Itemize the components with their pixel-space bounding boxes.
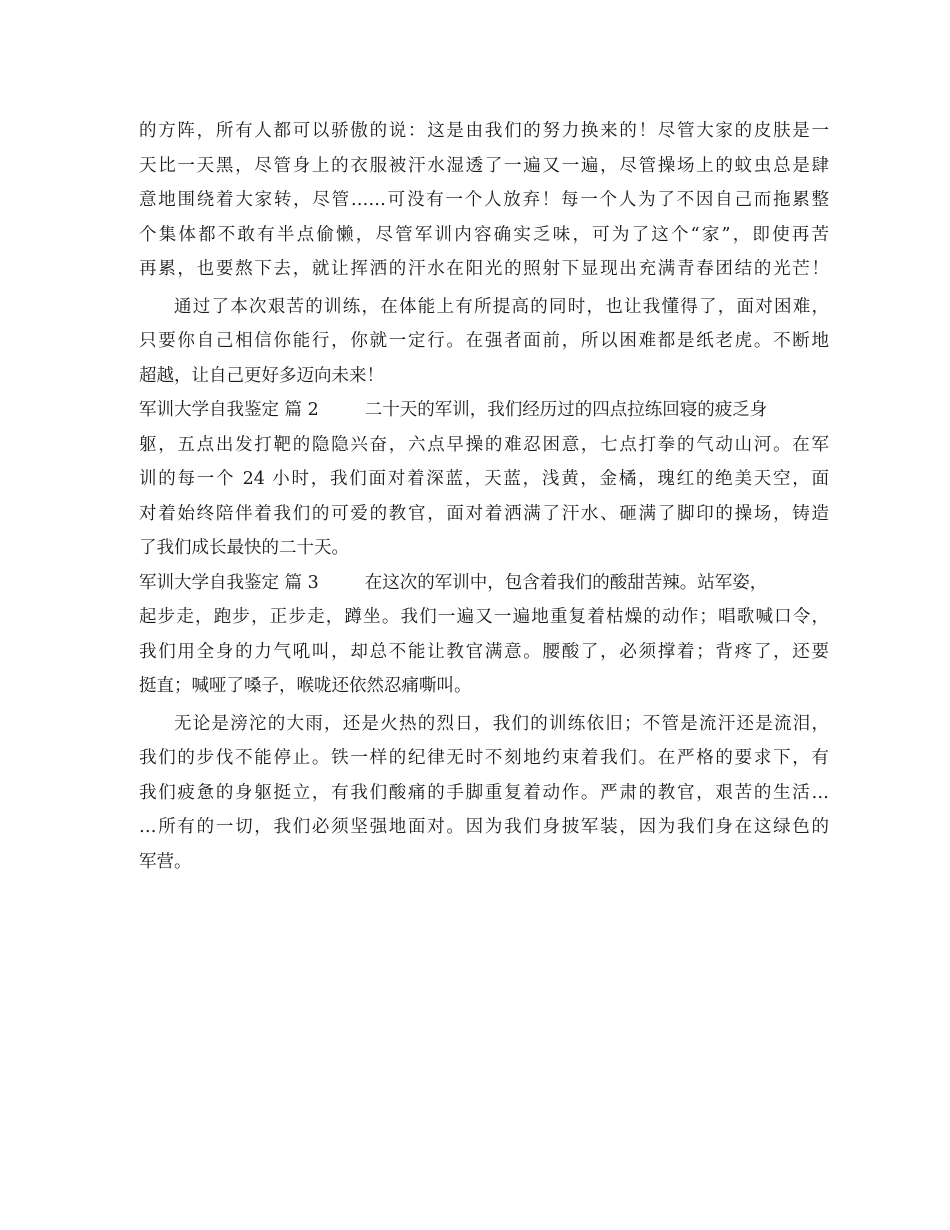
text-line: 了我们成长最快的二十天。 — [139, 538, 349, 558]
section-first-line: 二十天的军训，我们经历过的四点拉练回寝的疲乏身 — [364, 400, 768, 420]
section-first-line: 在这次的军训中，包含着我们的酸甜苦辣。站军姿， — [364, 572, 768, 593]
text-line: 我们的步伐不能停止。铁一样的纪律无时不刻地约束着我们。在严格的要求下，有 — [139, 748, 829, 768]
section-3 — [139, 566, 829, 704]
section-heading: 军训大学自我鉴定 篇 3 — [139, 572, 319, 593]
section-2 — [139, 393, 829, 566]
section-heading-line — [139, 393, 829, 428]
text-line: 个集体都不敢有半点偷懒，尽管军训内容确实乏味，可为了这个“家”，即使再苦 — [139, 224, 829, 245]
text-line: 再累，也要熬下去，就让挥洒的汗水在阳光的照射下显现出充满青春团结的光芒！ — [139, 259, 829, 279]
paragraph-1 — [139, 114, 829, 287]
text-line: 军营。 — [139, 851, 192, 872]
text-line: 通过了本次艰苦的训练，在体能上有所提高的同时，也让我懂得了，面对困难， — [174, 296, 829, 317]
section-heading-line — [139, 566, 829, 601]
text-line: 躯，五点出发打靶的隐隐兴奋，六点早操的难忍困意，七点打拳的气动山河。在军 — [139, 434, 829, 455]
paragraph-2 — [139, 290, 829, 394]
text-line: 挺直；喊哑了嗓子，喉咙还依然忍痛嘶叫。 — [139, 676, 472, 696]
text-line: 我们疲惫的身躯挺立，有我们酸痛的手脚重复着动作。严肃的教官，艰苦的生活… — [139, 782, 829, 803]
text-line: 只要你自己相信你能行，你就一定行。在强者面前，所以困难都是纸老虎。不断地 — [139, 331, 829, 351]
text-line: 天比一天黑，尽管身上的衣服被汗水湿透了一遍又一遍，尽管操场上的蚊虫总是肆 — [139, 155, 829, 176]
section-heading: 军训大学自我鉴定 篇 2 — [139, 400, 319, 420]
document-body — [139, 114, 829, 879]
text-line: 意地围绕着大家转，尽管……可没有一个人放弃！每一个人为了不因自己而拖累整 — [139, 190, 829, 210]
text-line: 超越，让自己更好多迈向未来！ — [139, 365, 384, 386]
text-line: 对着始终陪伴着我们的可爱的教官，面对着洒满了汗水、砸满了脚印的操场，铸造 — [139, 503, 829, 524]
text-line: 训的每一个 24 小时，我们面对着深蓝，天蓝，浅黄，金橘，瑰红的绝美天空，面 — [139, 469, 829, 489]
text-line: 我们用全身的力气吼叫，却总不能让教官满意。腰酸了，必须撑着；背疼了，还要 — [139, 641, 829, 662]
text-line: …所有的一切，我们必须坚强地面对。因为我们身披军装，因为我们身在这绿色的 — [139, 817, 829, 837]
text-line: 的方阵，所有人都可以骄傲的说：这是由我们的努力换来的！尽管大家的皮肤是一 — [139, 121, 829, 141]
text-line: 起步走，跑步，正步走，蹲坐。我们一遍又一遍地重复着枯燥的动作；唱歌喊口令， — [139, 607, 829, 627]
paragraph-4 — [139, 707, 829, 880]
text-line: 无论是滂沱的大雨，还是火热的烈日，我们的训练依旧；不管是流汗还是流泪， — [174, 713, 829, 734]
